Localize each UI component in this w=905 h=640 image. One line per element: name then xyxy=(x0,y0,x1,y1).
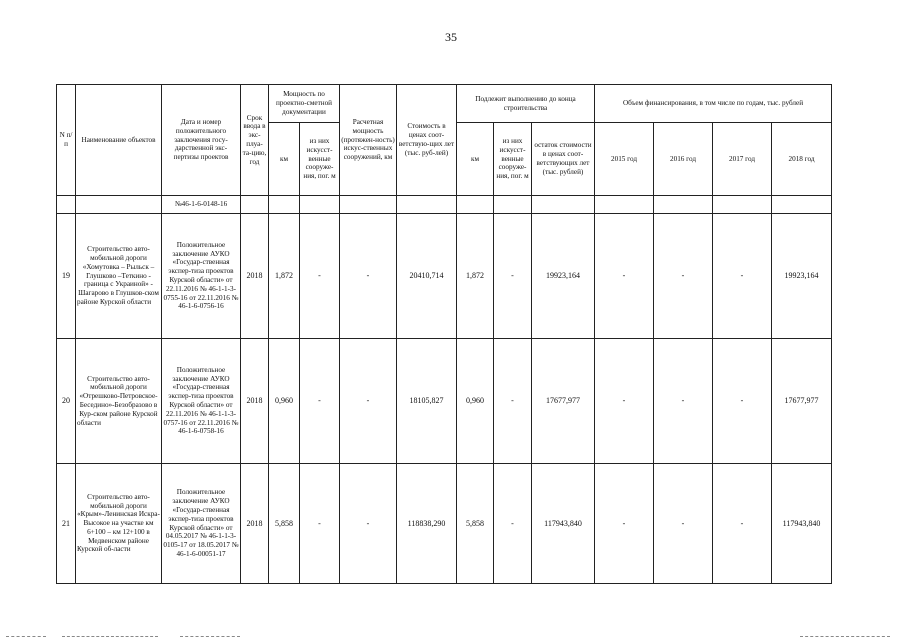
cell-podlezh-art: - xyxy=(494,339,532,464)
cell-podlezh-km: 1,872 xyxy=(457,214,494,339)
cell-podlezh-art: - xyxy=(494,214,532,339)
footer-rule xyxy=(6,636,46,637)
cell-podlezh-km: 5,858 xyxy=(457,464,494,584)
cell-rasch: - xyxy=(340,464,397,584)
header-moshch: Мощность по проектно-сметной документации xyxy=(269,85,340,123)
table-row xyxy=(57,464,832,584)
cell-km: 5,858 xyxy=(269,464,300,584)
header-stoim: Стоимость в ценах соот-ветствую-щих лет (тыс. руб-лей) xyxy=(397,85,457,196)
cell-2017: - xyxy=(713,214,772,339)
footer-rule xyxy=(180,636,240,637)
header-rasch: Расчетная мощность (протяжен-ность) искус-ственных сооружений, км xyxy=(340,85,397,196)
header-podlezh-art: из них искусст-венные сооруже-ния, пог. м xyxy=(494,123,532,196)
cell-2017: - xyxy=(713,464,772,584)
header-podlezh-km: км xyxy=(457,123,494,196)
cell-stoim: 20410,714 xyxy=(397,214,457,339)
header-n: N п/п xyxy=(57,85,76,196)
cell-srok: 2018 xyxy=(241,339,269,464)
cell-podlezh-ost: 19923,164 xyxy=(532,214,595,339)
header-year-2015: 2015 год xyxy=(595,123,654,196)
header-podlezh-ost: остаток стоимости в ценах соот-ветствующих лет (тыс. рублей) xyxy=(532,123,595,196)
cell-stoim: 18105,827 xyxy=(397,339,457,464)
cell-2015: - xyxy=(595,214,654,339)
cell-km: 0,960 xyxy=(269,339,300,464)
header-podlezh: Подлежит выполнению до конца строительства xyxy=(457,85,595,123)
cell-2018: 19923,164 xyxy=(772,214,832,339)
cell-podlezh-art: - xyxy=(494,464,532,584)
cell-2015: - xyxy=(595,339,654,464)
cell-rasch: - xyxy=(340,339,397,464)
footer-rule xyxy=(62,636,158,637)
header-row-1 xyxy=(57,85,832,123)
header-year-2017: 2017 год xyxy=(713,123,772,196)
cell-name: Строительство авто-мобильной дороги «Хомутовка – Рыльск –Глушково –Теткино - граница с Украиной» - Шагарово в Глушков-ском районе Курской области xyxy=(76,214,162,339)
table-row xyxy=(57,214,832,339)
cell-name: Строительство авто-мобильной дороги «Отрешково-Петровское-Беседино»-Безобразово в Кур-ском районе Курской области xyxy=(76,339,162,464)
cell-2016: - xyxy=(654,339,713,464)
cell-2018: 17677,977 xyxy=(772,339,832,464)
footer-rule xyxy=(800,636,890,637)
table-row-continuation xyxy=(57,196,832,214)
cell-n: 19 xyxy=(57,214,76,339)
header-year-2018: 2018 год xyxy=(772,123,832,196)
cell-rasch: - xyxy=(340,214,397,339)
header-srok: Срок ввода в экс-плуа-та-цию, год xyxy=(241,85,269,196)
header-name: Наименование объектов xyxy=(76,85,162,196)
cell-2016: - xyxy=(654,214,713,339)
header-date: Дата и номер положительного заключения госу-дарственной экс-пертизы проектов xyxy=(162,85,241,196)
cell-stoim: 118838,290 xyxy=(397,464,457,584)
table-row xyxy=(57,339,832,464)
cell-2015: - xyxy=(595,464,654,584)
cell-date: Положительное заключение АУКО «Государ-ственная экспер-тиза проектов Курской области» от 22.11.2016 № 46-1-1-3-0757-16 от 22.11.2016 № 46-1-6-0758-16 xyxy=(162,339,241,464)
cell-art: - xyxy=(300,214,340,339)
header-moshch-km: км xyxy=(269,123,300,196)
financing-table xyxy=(56,84,832,584)
cell-name: Строительство авто-мобильной дороги «Крым»-Ленинская Искра-Высокое на участке км 6+100 – км 12+100 в Медвенском районе Курской об-ласти xyxy=(76,464,162,584)
cell-n: 20 xyxy=(57,339,76,464)
cell-art: - xyxy=(300,464,340,584)
cell-2017: - xyxy=(713,339,772,464)
cell-date: Положительное заключение АУКО «Государ-ственная экспер-тиза проектов Курской области» от 22.11.2016 № 46-1-1-3-0755-16 от 22.11.2016 № 46-1-6-0756-16 xyxy=(162,214,241,339)
cell-art: - xyxy=(300,339,340,464)
cell-srok: 2018 xyxy=(241,214,269,339)
header-finance: Объем финансирования, в том числе по годам, тыс. рублей xyxy=(595,85,832,123)
cell-date: №46-1-6-0148-16 xyxy=(162,196,241,214)
cell-km: 1,872 xyxy=(269,214,300,339)
cell-podlezh-ost: 117943,840 xyxy=(532,464,595,584)
cell-2018: 117943,840 xyxy=(772,464,832,584)
cell-podlezh-km: 0,960 xyxy=(457,339,494,464)
cell-date: Положительное заключение АУКО «Государ-ственная экспер-тиза проектов Курской области» от 04.05.2017 № 46-1-1-3-0105-17 от 18.05.2017 № 46-1-6-00051-17 xyxy=(162,464,241,584)
cell-srok: 2018 xyxy=(241,464,269,584)
cell-podlezh-ost: 17677,977 xyxy=(532,339,595,464)
cell-n: 21 xyxy=(57,464,76,584)
header-year-2016: 2016 год xyxy=(654,123,713,196)
page-number: 35 xyxy=(445,30,457,44)
header-moshch-art: из них искусст-венные сооруже-ния, пог. м xyxy=(300,123,340,196)
cell-2016: - xyxy=(654,464,713,584)
